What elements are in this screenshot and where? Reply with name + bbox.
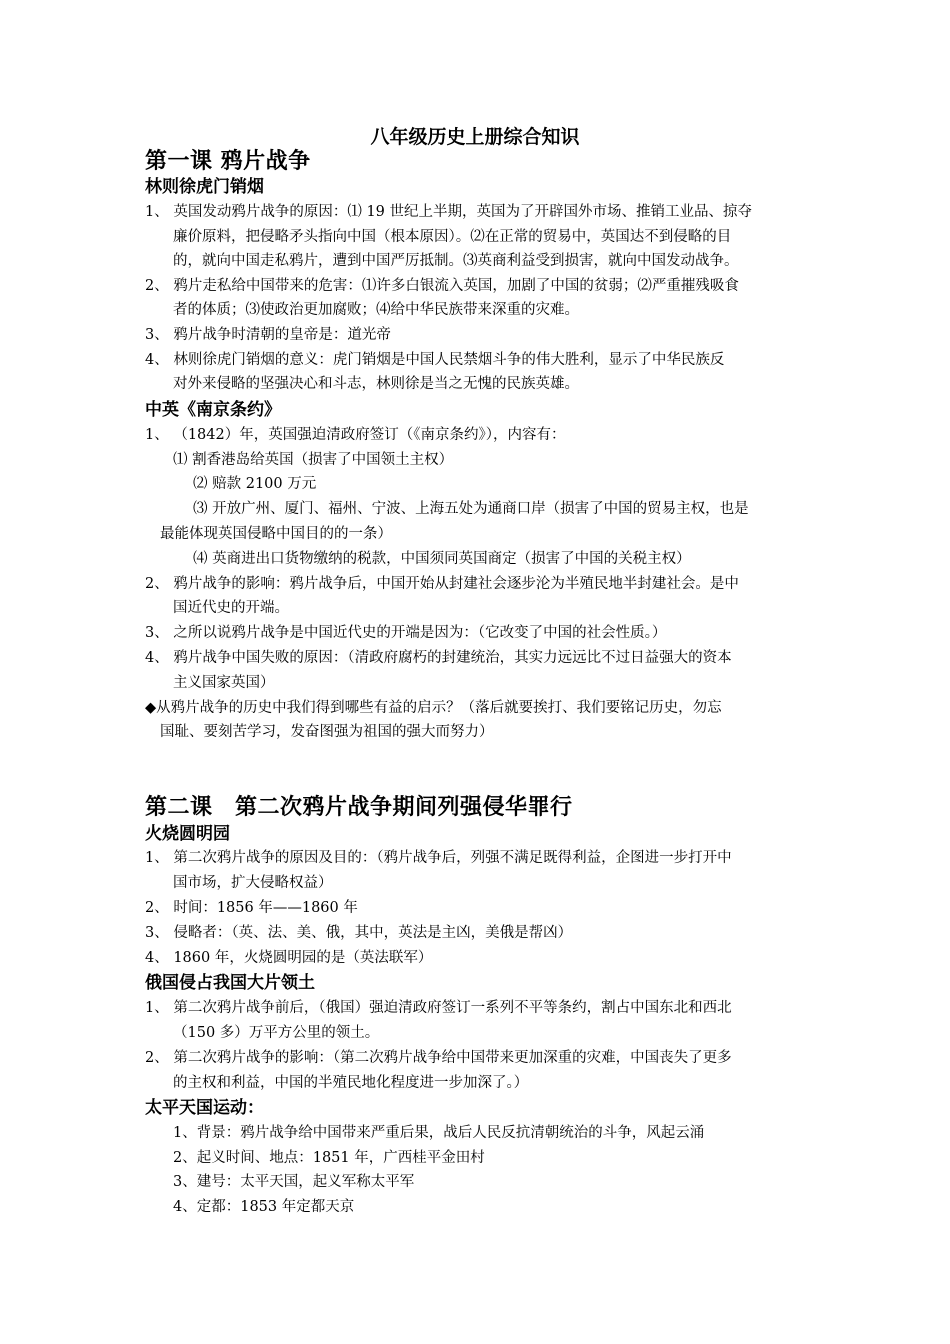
lesson-2-heading: 第二课 第二次鸦片战争期间列强侵华罪行 (145, 795, 573, 820)
text-line: 2、 第二次鸦片战争的影响：（第二次鸦片战争给中国带来更加深重的灾难，中国丧失了更多 (145, 1050, 732, 1066)
text-line: 1、 第二次鸦片战争的原因及目的：（鸦片战争后，列强不满足既得利益，企图进一步打开中 (145, 850, 732, 866)
section-heading-russia: 俄国侵占我国大片领土 (145, 973, 315, 993)
text-line: 4、 鸦片战争中国失败的原因：（清政府腐朽的封建统治，其实力远远比不过日益强大的资本 (145, 650, 732, 666)
lesson-1-heading: 第一课 鸦片战争 (145, 149, 311, 174)
text-line: ⑵ 赔款 2100 万元 (193, 476, 317, 492)
section-heading-humen: 林则徐虎门销烟 (145, 177, 264, 197)
text-line: 2、 鸦片走私给中国带来的危害：⑴许多白银流入英国，加剧了中国的贫弱；⑵严重摧残吸食 (145, 278, 739, 294)
text-line: 者的体质；⑶使政治更加腐败；⑷给中华民族带来深重的灾难。 (173, 302, 579, 318)
text-line: 4、 林则徐虎门销烟的意义：虎门销烟是中国人民禁烟斗争的伟大胜利，显示了中华民族反 (145, 352, 725, 368)
page-title: 八年级历史上册综合知识 (370, 126, 580, 148)
text-line: 2、起义时间、地点：1851 年，广西桂平金田村 (173, 1150, 485, 1166)
text-line: ⑴ 割香港岛给英国（损害了中国领土主权） (173, 452, 454, 468)
text-line: 1、背景：鸦片战争给中国带来严重后果，战后人民反抗清朝统治的斗争，风起云涌 (173, 1125, 705, 1141)
text-line: ⑶ 开放广州、厦门、福州、宁波、上海五处为通商口岸（损害了中国的贸易主权，也是 (193, 501, 749, 517)
text-line: 3、 之所以说鸦片战争是中国近代史的开端是因为：（它改变了中国的社会性质。） (145, 625, 667, 641)
section-heading-taiping: 太平天国运动： (145, 1098, 264, 1118)
text-line: 国市场，扩大侵略权益） (173, 875, 333, 891)
text-line: 2、 鸦片战争的影响：鸦片战争后，中国开始从封建社会逐步沦为半殖民地半封建社会。是中 (145, 576, 739, 592)
section-heading-yuanmingyuan: 火烧圆明园 (145, 824, 230, 844)
text-line: 对外来侵略的坚强决心和斗志，林则徐是当之无愧的民族英雄。 (173, 376, 579, 392)
text-line: 4、定都：1853 年定都天京 (173, 1199, 355, 1215)
text-line: 的主权和利益，中国的半殖民地化程度进一步加深了。） (173, 1075, 529, 1091)
text-line: 3、 侵略者：（英、法、美、俄，其中，英法是主凶，美俄是帮凶） (145, 925, 573, 941)
text-line: 4、 1860 年，火烧圆明园的是（英法联军） (145, 950, 433, 966)
text-line: 3、建号：太平天国，起义军称太平军 (173, 1174, 415, 1190)
text-line: 国耻、要刻苦学习，发奋图强为祖国的强大而努力） (160, 724, 494, 740)
text-line: 2、 时间：1856 年——1860 年 (145, 900, 358, 916)
text-line: （150 多）万平方公里的领土。 (173, 1025, 380, 1041)
text-line: 1、 （1842）年，英国强迫清政府签订（《南京条约》），内容有： (145, 427, 566, 443)
text-line: 国近代史的开端。 (173, 600, 289, 616)
text-line: ◆从鸦片战争的历史中我们得到哪些有益的启示？（落后就要挨打、我们要铭记历史，勿忘 (145, 700, 722, 716)
text-line: 1、 第二次鸦片战争前后，（俄国）强迫清政府签订一系列不平等条约，割占中国东北和西北 (145, 1000, 732, 1016)
text-line: 的，就向中国走私鸦片，遭到中国严厉抵制。⑶英商利益受到损害，就向中国发动战争。 (173, 253, 739, 269)
text-line: 最能体现英国侵略中国目的的一条） (160, 526, 392, 542)
text-line: ⑷ 英商进出口货物缴纳的税款，中国须同英国商定（损害了中国的关税主权） (193, 551, 691, 567)
section-heading-nanjing-treaty: 中英《南京条约》 (145, 400, 281, 420)
text-line: 3、 鸦片战争时清朝的皇帝是：道光帝 (145, 327, 391, 343)
text-line: 1、 英国发动鸦片战争的原因：⑴ 19 世纪上半期，英国为了开辟国外市场、推销工业品、掠夺 (145, 204, 752, 220)
text-line: 主义国家英国） (173, 675, 275, 691)
text-line: 廉价原料，把侵略矛头指向中国（根本原因）。⑵在正常的贸易中，英国达不到侵略的目 (173, 229, 732, 245)
